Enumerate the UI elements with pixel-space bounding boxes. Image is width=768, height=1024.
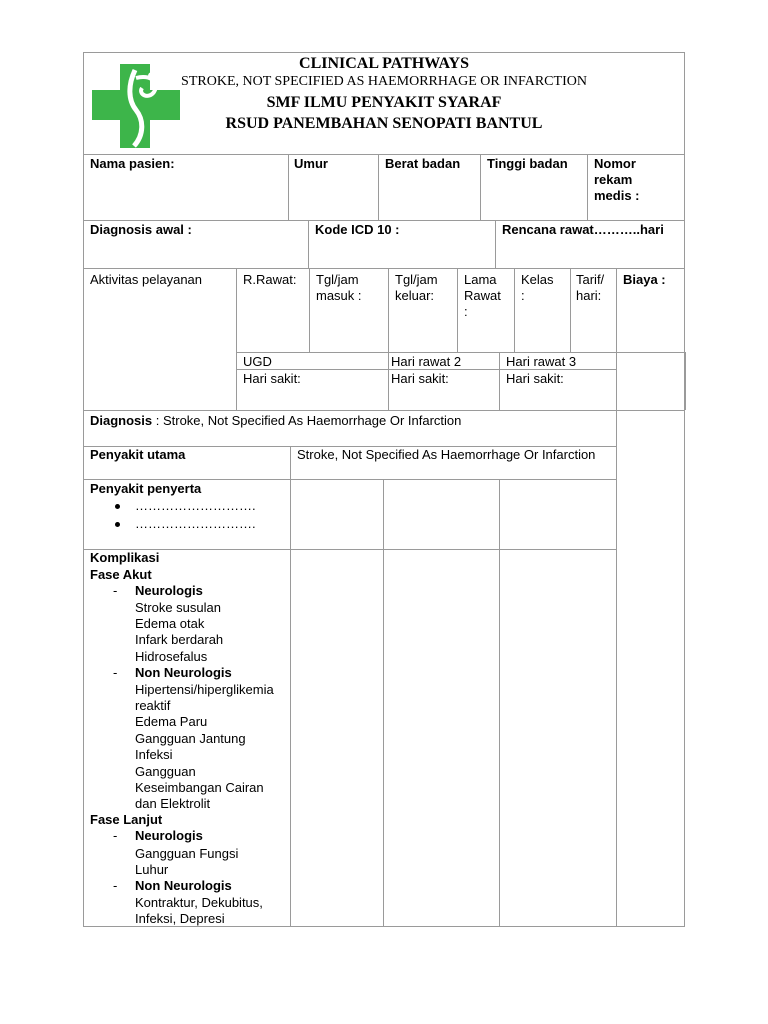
divider xyxy=(499,352,500,410)
sick-day-label-3: Hari sakit: xyxy=(506,371,564,386)
discharge-date-label-1: Tgl/jam xyxy=(395,272,438,287)
dash-marker: - xyxy=(113,828,118,843)
dash-marker: - xyxy=(113,878,118,893)
divider xyxy=(83,479,617,480)
acute-non-neuro-item: Hipertensi/hiperglikemia xyxy=(135,682,274,697)
sick-day-label-2: Hari sakit: xyxy=(391,371,449,386)
acute-non-neuro-item: Infeksi xyxy=(135,747,173,762)
acute-neuro-item: Infark berdarah xyxy=(135,632,224,647)
patient-height-label: Tinggi badan xyxy=(487,156,568,171)
class-label-2: : xyxy=(521,288,525,303)
patient-name-label: Nama pasien: xyxy=(90,156,175,171)
acute-neuro-label: Neurologis xyxy=(135,583,203,598)
mrn-label-line2: rekam xyxy=(594,172,633,187)
room-label: R.Rawat: xyxy=(243,272,297,287)
divider xyxy=(383,479,384,927)
class-label-1: Kelas xyxy=(521,272,554,287)
divider xyxy=(309,268,310,352)
hospital-name: RSUD PANEMBAHAN SENOPATI BANTUL xyxy=(225,115,543,132)
late-neuro-item: Luhur xyxy=(135,862,169,877)
acute-phase-label: Fase Akut xyxy=(90,567,152,582)
dash-marker: - xyxy=(113,583,118,598)
initial-diagnosis-label: Diagnosis awal : xyxy=(90,222,192,237)
acute-neuro-item: Edema otak xyxy=(135,616,205,631)
late-neuro-label: Neurologis xyxy=(135,828,203,843)
secondary-disease-item-1: ………………………. xyxy=(135,498,256,513)
patient-age-label: Umur xyxy=(294,156,328,171)
day2-label: Hari rawat 2 xyxy=(391,354,462,369)
late-phase-label: Fase Lanjut xyxy=(90,812,163,827)
divider xyxy=(83,154,685,155)
divider xyxy=(570,268,571,352)
divider xyxy=(587,154,588,220)
mrn-label-line1: Nomor xyxy=(594,156,636,171)
bullet-icon xyxy=(115,504,120,509)
divider xyxy=(514,268,515,352)
divider xyxy=(288,154,289,220)
sick-day-label-1: Hari sakit: xyxy=(243,371,301,386)
divider xyxy=(83,410,685,411)
primary-disease-value: Stroke, Not Specified As Haemorrhage Or Infarction xyxy=(297,447,596,462)
cost-label: Biaya : xyxy=(623,272,666,287)
service-activity-label: Aktivitas pelayanan xyxy=(90,272,203,287)
mrn-label-line3: medis : xyxy=(594,188,640,203)
secondary-disease-label: Penyakit penyerta xyxy=(90,481,202,496)
divider xyxy=(388,268,389,410)
tariff-label-2: hari: xyxy=(576,288,602,303)
divider xyxy=(236,268,237,410)
acute-non-neuro-item: Gangguan xyxy=(135,764,196,779)
form-subtitle: STROKE, NOT SPECIFIED AS HAEMORRHAGE OR INFARCTION xyxy=(181,74,587,89)
divider xyxy=(378,154,379,220)
diagnosis-label: Diagnosis xyxy=(90,413,153,428)
divider xyxy=(499,479,500,927)
diagnosis-line xyxy=(90,413,461,429)
day3-label: Hari rawat 3 xyxy=(506,354,577,369)
department-name: SMF ILMU PENYAKIT SYARAF xyxy=(266,94,502,111)
divider xyxy=(236,352,686,353)
stay-length-label-2: Rawat xyxy=(464,288,501,303)
late-neuro-item: Gangguan Fungsi xyxy=(135,846,239,861)
icd-code-label: Kode ICD 10 : xyxy=(315,222,400,237)
acute-non-neuro-item: reaktif xyxy=(135,698,171,713)
care-plan-label: Rencana rawat………..hari xyxy=(502,222,664,237)
acute-non-neuro-item: Gangguan Jantung xyxy=(135,731,246,746)
acute-non-neuro-label: Non Neurologis xyxy=(135,665,232,680)
primary-disease-label: Penyakit utama xyxy=(90,447,186,462)
acute-neuro-item: Hidrosefalus xyxy=(135,649,208,664)
admit-date-label-2: masuk : xyxy=(316,288,362,303)
patient-weight-label: Berat badan xyxy=(385,156,461,171)
secondary-disease-item-2: ………………………. xyxy=(135,516,256,531)
discharge-date-label-2: keluar: xyxy=(395,288,435,303)
divider xyxy=(308,220,309,268)
admit-date-label-1: Tgl/jam xyxy=(316,272,359,287)
tariff-label-1: Tarif/ xyxy=(576,272,605,287)
divider xyxy=(480,154,481,220)
late-non-neuro-item: Infeksi, Depresi xyxy=(135,911,225,926)
divider xyxy=(83,268,685,269)
bullet-icon xyxy=(115,522,120,527)
dash-marker: - xyxy=(113,665,118,680)
late-non-neuro-item: Kontraktur, Dekubitus, xyxy=(135,895,263,910)
acute-neuro-item: Stroke susulan xyxy=(135,600,221,615)
acute-non-neuro-item: Edema Paru xyxy=(135,714,208,729)
ugd-label: UGD xyxy=(243,354,272,369)
stay-length-label-3: : xyxy=(464,304,468,319)
late-non-neuro-label: Non Neurologis xyxy=(135,878,232,893)
acute-non-neuro-item: Keseimbangan Cairan xyxy=(135,780,264,795)
divider xyxy=(83,549,617,550)
stay-length-label-1: Lama xyxy=(464,272,497,287)
complications-label: Komplikasi xyxy=(90,550,160,565)
divider xyxy=(685,352,686,410)
diagnosis-text: : Stroke, Not Specified As Haemorrhage Or Infarction xyxy=(152,413,462,428)
divider xyxy=(457,268,458,352)
acute-non-neuro-item: dan Elektrolit xyxy=(135,796,211,811)
divider xyxy=(83,220,685,221)
divider xyxy=(616,268,617,927)
form-title: CLINICAL PATHWAYS xyxy=(299,55,469,72)
divider xyxy=(495,220,496,268)
divider xyxy=(290,446,291,927)
